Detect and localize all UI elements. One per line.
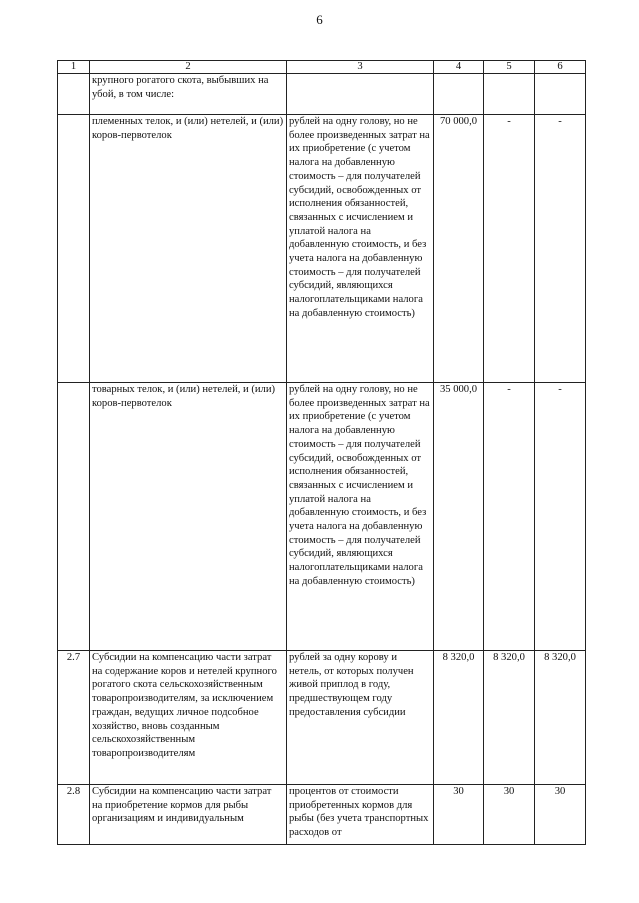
- column-header: 5: [484, 61, 535, 74]
- page-number: 6: [316, 12, 323, 27]
- row-number: [58, 115, 90, 383]
- row-value-5: [484, 74, 535, 115]
- column-header: 1: [58, 61, 90, 74]
- row-value-5: 8 320,0: [484, 651, 535, 785]
- row-unit: рублей на одну голову, но не более произведенных затрат на их приобретение (с учетом налога на добавленную стоимость – для получателей субсидий, освобожденных от исполнения обязанностей, связанных с исчислением и уплатой налога на добавленную стоимость, и без учета налога на добавленную стоимость – для получателей субсидий, являющихся налогоплательщиками налога на добавленную стоимость): [287, 115, 434, 383]
- row-unit: процентов от стоимости приобретенных кормов для рыбы (без учета транспортных расходов от: [287, 785, 434, 845]
- row-unit: рублей за одну корову и нетель, от которых получен живой приплод в году, предшествующем году предоставления субсидии: [287, 651, 434, 785]
- column-header: 2: [90, 61, 287, 74]
- table-row: [58, 785, 586, 845]
- column-header: 6: [535, 61, 586, 74]
- row-name: товарных телок, и (или) нетелей, и (или) коров-первотелок: [90, 383, 287, 651]
- table-header-row: [58, 61, 586, 74]
- row-value-4: 35 000,0: [434, 383, 484, 651]
- row-name: племенных телок, и (или) нетелей, и (или) коров-первотелок: [90, 115, 287, 383]
- row-value-4: [434, 74, 484, 115]
- table-row: [58, 115, 586, 383]
- row-value-6: -: [535, 383, 586, 651]
- row-value-5: 30: [484, 785, 535, 845]
- row-name: крупного рогатого скота, выбывших на убой, в том числе:: [90, 74, 287, 115]
- row-value-6: 30: [535, 785, 586, 845]
- row-value-4: 30: [434, 785, 484, 845]
- row-unit: [287, 74, 434, 115]
- row-value-6: -: [535, 115, 586, 383]
- row-value-6: 8 320,0: [535, 651, 586, 785]
- table-row: [58, 383, 586, 651]
- row-name: Субсидии на компенсацию части затрат на содержание коров и нетелей крупного рогатого скота сельскохозяйственным товаропроизводителям, за исключением граждан, ведущих личное подсобное хозяйство, вновь созданным сельскохозяйственным товаропроизводителям: [90, 651, 287, 785]
- row-number: [58, 74, 90, 115]
- table-row: [58, 74, 586, 115]
- column-header: 4: [434, 61, 484, 74]
- row-name: Субсидии на компенсацию части затрат на приобретение кормов для рыбы организациям и индивидуальным: [90, 785, 287, 845]
- subsidy-table: [57, 60, 586, 845]
- row-value-6: [535, 74, 586, 115]
- table-row: [58, 651, 586, 785]
- row-value-5: -: [484, 383, 535, 651]
- row-value-4: 8 320,0: [434, 651, 484, 785]
- row-value-4: 70 000,0: [434, 115, 484, 383]
- row-number: 2.8: [58, 785, 90, 845]
- row-value-5: -: [484, 115, 535, 383]
- row-number: 2.7: [58, 651, 90, 785]
- column-header: 3: [287, 61, 434, 74]
- row-unit: рублей на одну голову, но не более произведенных затрат на их приобретение (с учетом налога на добавленную стоимость – для получателей субсидий, освобожденных от исполнения обязанностей, связанных с исчислением и уплатой налога на добавленную стоимость, и без учета налога на добавленную стоимость – для получателей субсидий, являющихся налогоплательщиками налога на добавленную стоимость): [287, 383, 434, 651]
- row-number: [58, 383, 90, 651]
